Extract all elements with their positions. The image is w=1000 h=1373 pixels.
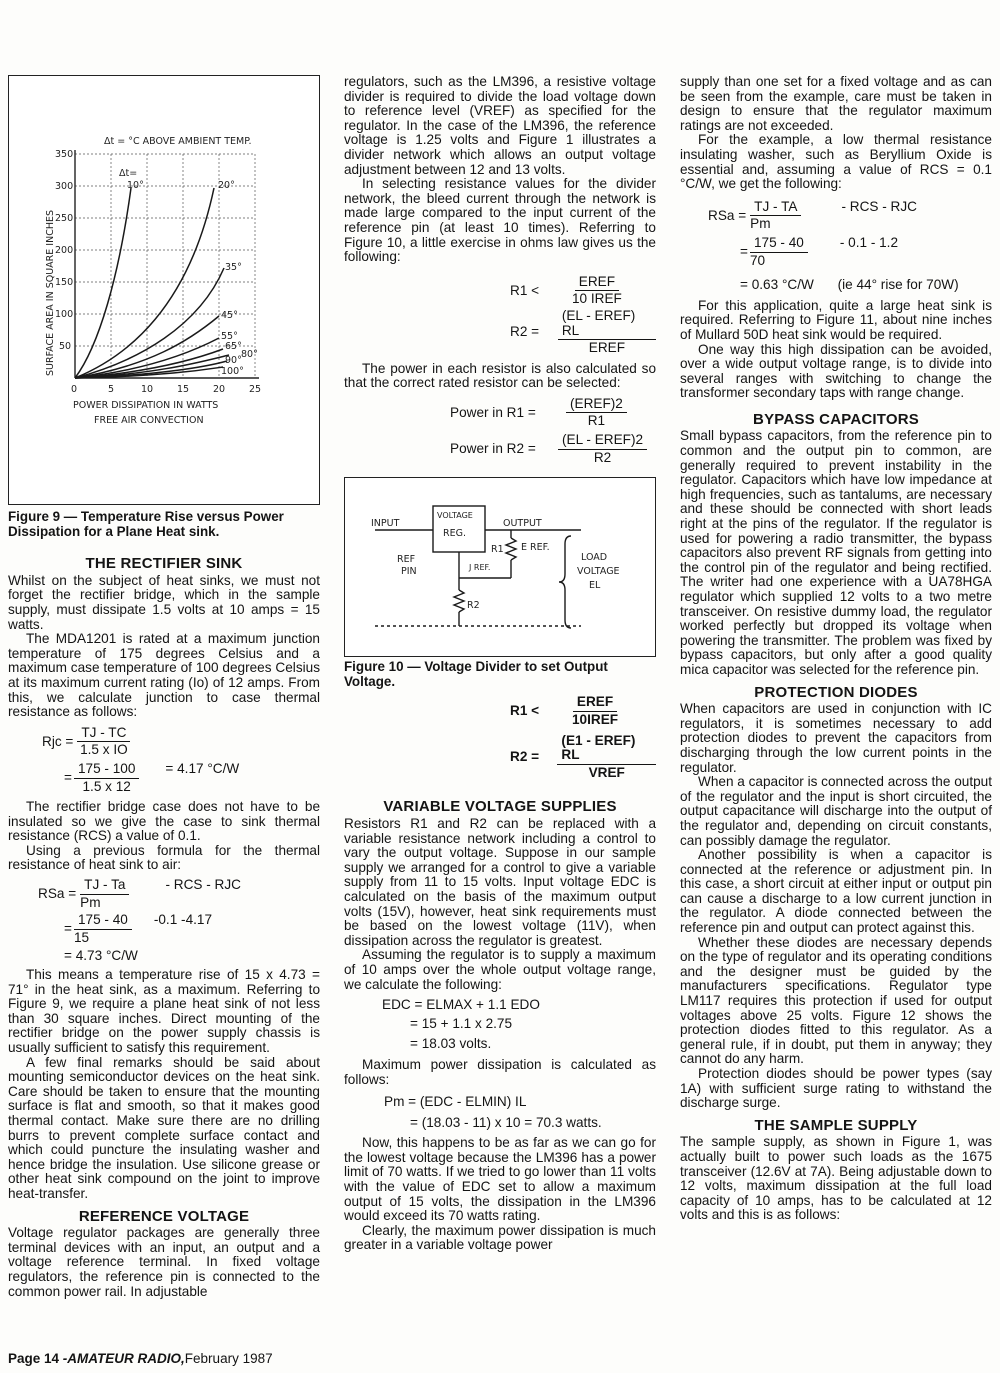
fraction-numerator: 175 - 40 bbox=[750, 236, 808, 253]
figure-10-circuit bbox=[345, 478, 651, 654]
label-pin: PIN bbox=[401, 566, 417, 578]
eq-lhs: RSa = bbox=[38, 885, 77, 901]
r2-resistor bbox=[454, 590, 464, 612]
figure-9-curves bbox=[75, 188, 229, 378]
variable-p5-part2: supply than one set for a fixed voltage and as can be seen from the example, care must be taken in design to ensure that the regulator maximum ratings are not exceeded. bbox=[680, 74, 992, 133]
rectifier-p2: The MDA1201 is rated at a maximum junction temperature of 175 degrees Celsius and a maximum case temperature of 100 degrees Celsius at its maximum current rating (Io) of 12 amps. From this, we calculate junction to case thermal resistance as follows: bbox=[8, 631, 320, 720]
rectifier-p5: This means a temperature rise of 15 x 4.73 = 71° in the heat sink, as a maximum. Referring to Figure 9, we require a plane heat sink of not less than 30 square inches. Direct mounting of the rectifier bridge on the power supply chassis is usually sufficient to satisfy this requirement. bbox=[8, 967, 320, 1055]
eq-rest: - RCS - RJC bbox=[165, 877, 241, 893]
label-el: EL bbox=[589, 580, 601, 592]
footer-publication: -AMATEUR RADIO, bbox=[59, 1351, 185, 1366]
fraction-denominator: 1.5 x IO bbox=[80, 742, 128, 758]
eq-result: = 0.63 °C/W bbox=[740, 277, 814, 293]
label-r2: R2 bbox=[467, 600, 480, 612]
figure-9-y-label: SURFACE AREA IN SQUARE INCHES bbox=[45, 209, 56, 376]
y-tick: 100 bbox=[55, 309, 74, 320]
eq-lhs: R1 < bbox=[510, 703, 540, 719]
fraction bbox=[74, 762, 139, 794]
variable-p8: One way this high dissipation can be avoided, over a wide output voltage range, is to divide into several ranges with switching to change the transformer secondary taps with range change. bbox=[680, 341, 992, 401]
fraction-numerator: 175 - 100 bbox=[74, 762, 139, 779]
fraction bbox=[572, 275, 622, 307]
variable-p2: Assuming the regulator is to supply a maximum of 10 amps over the whole output voltage range, we calculate the following: bbox=[344, 947, 656, 992]
eq-rest: - RCS - RJC bbox=[841, 198, 917, 214]
fraction-denominator: R1 bbox=[587, 413, 606, 429]
page-footer bbox=[8, 1351, 273, 1366]
curve-label-10: 10° bbox=[127, 180, 144, 191]
reference-p2: In selecting resistance values for the divider network, the bleed current through the network is made large compared to the input current of the reference pin (at least 10 times). Referring to Figure 10, a little exercise in ohms law gives us the following: bbox=[344, 176, 656, 265]
variable-p1: Resistors R1 and R2 can be replaced with a variable resistance network including a control to vary the output voltage. Suppose in our sample supply we arranged for a control to give a variable supply from 11 to 15 volts. Input voltage EDC is calculated on the basis of the maximum output volts (15V), however, heat sink requirements must be based on the lowest voltage (11V), when dissipation across the regulator is greatest. bbox=[344, 816, 656, 948]
eq-lhs: R2 = bbox=[510, 324, 540, 339]
heading-sample-supply: THE SAMPLE SUPPLY bbox=[754, 1116, 918, 1134]
x-tick: 15 bbox=[177, 384, 190, 395]
fraction-denominator: Pm bbox=[80, 894, 101, 910]
figure-9-caption: Figure 9 — Temperature Rise versus Power Dissipation for a Plane Heat sink. bbox=[8, 509, 284, 539]
column-2 bbox=[344, 75, 656, 1253]
equation-rsa-variable bbox=[708, 200, 992, 232]
figure-9-x-ticks bbox=[71, 384, 261, 395]
fraction bbox=[750, 200, 801, 232]
curve-label-55: 55° bbox=[221, 331, 238, 342]
eq-note: (ie 44° rise for 70W) bbox=[837, 277, 959, 293]
fraction bbox=[572, 695, 618, 727]
sample-p1: The sample supply, as shown in Figure 1, was actually built to power such loads as the 1675 transceiver (12.6V at 7A). Being adjustable down to 12 volts, maximum dissipation at the full load capacity of 10 amps, has to be calculated at 12 volts and this is as follows: bbox=[680, 1134, 992, 1223]
equation-edc: EDC = ELMAX + 1.1 EDO bbox=[382, 997, 540, 1013]
equation-rsa-result: = 4.73 °C/W bbox=[64, 948, 138, 964]
heading-bypass-capacitors: BYPASS CAPACITORS bbox=[753, 410, 919, 428]
y-tick: 250 bbox=[55, 213, 74, 224]
equation-r1 bbox=[510, 275, 656, 307]
variable-p3: Maximum power dissipation is calculated as follows: bbox=[344, 1056, 656, 1087]
variable-p7: For this application, quite a large heat sink is required. Referring to Figure 11, about nine inches of Mullard 50D heat sink would be required. bbox=[680, 297, 992, 342]
fraction-denominator: Pm bbox=[750, 216, 771, 232]
rectifier-p1: Whilst on the subject of heat sinks, we must not forget the rectifier bridge, which in the sample supply, must dissipate 1.5 volts at 10 amps = 15 watts. bbox=[8, 572, 320, 632]
curve-label-45: 45° bbox=[221, 310, 238, 321]
bypass-p1: Small bypass capacitors, from the reference pin to common and the output pin to common, are generally required to prevent instability in the regulator. Capacitors which have low impedance at high frequencies, such as tantalums, are necessary and these should be connected with short leads right at the pins of the regulator. If the regulator is used for powering a radio transmitter, the bypass capacitors also prevent RF signals from getting into the control pin of the regulator and being rectified. The writer had one experience with a UA78HGA regulator which supplied 12 volts to a two metre transceiver. On resistive dummy load, the regulator worked perfectly but dropped its voltage when powering the transmitter. The problem was fixed by bypass capacitors, but only after a good quality mica capacitor was selected for the reference pin. bbox=[680, 428, 992, 677]
x-tick: 5 bbox=[108, 384, 115, 395]
eq-lhs: Power in R1 = bbox=[450, 404, 536, 420]
figure-10-caption: Figure 10 — Voltage Divider to set Output Voltage. bbox=[344, 659, 608, 689]
fraction-denominator: 15 bbox=[73, 929, 90, 945]
x-tick: 25 bbox=[249, 384, 262, 395]
fraction-denominator: 1.5 x 12 bbox=[82, 778, 131, 794]
fraction bbox=[750, 236, 808, 268]
fraction bbox=[77, 726, 130, 758]
curve-10deg bbox=[75, 188, 131, 378]
equation-pm: Pm = (EDC - ELMIN) IL bbox=[384, 1094, 527, 1110]
fraction-denominator: VREF bbox=[588, 764, 625, 780]
equation-fig10-r2 bbox=[510, 734, 656, 781]
label-eref: E REF. bbox=[521, 542, 550, 554]
protection-p2: When a capacitor is connected across the output of the regulator and the input is short circuited, the output capacitance will discharge into the output of the regulator and, depending on circuit constants, can possibly damage the regulator. bbox=[680, 774, 992, 848]
variable-p5-part1: Clearly, the maximum power dissipation is much greater in a variable voltage power bbox=[344, 1222, 656, 1253]
y-tick: 300 bbox=[55, 181, 74, 192]
x-tick: 0 bbox=[71, 384, 78, 395]
y-tick: 350 bbox=[55, 149, 74, 160]
fraction bbox=[80, 878, 129, 910]
eq-lhs: RSa = bbox=[708, 207, 747, 223]
fraction bbox=[566, 397, 627, 429]
load-brace bbox=[559, 536, 571, 628]
rectifier-p3: The rectifier bridge case does not have to be insulated so we give the case to sink thermal resistance (RCS) a value of 0.1. bbox=[8, 799, 320, 844]
curve-label-20: 20° bbox=[218, 180, 235, 191]
r1-resistor bbox=[506, 538, 516, 560]
fraction-denominator: 10IREF bbox=[572, 712, 619, 728]
equation-edc-result: = 18.03 volts. bbox=[410, 1036, 492, 1052]
curve-label-delta: Δt= bbox=[119, 168, 138, 179]
fraction bbox=[558, 433, 647, 465]
figure-9-x-label-2: FREE AIR CONVECTION bbox=[94, 415, 204, 426]
protection-p4: Whether these diodes are necessary depends on the type of regulator and its operating conditions and the designer must be guided by the manufacturers specifications. Regulator type LM117 requires this protection if used for output voltages above 25 volts. Figure 12 shows the protection diodes fitted to this regulator. As a general rule, if in doubt, put them in anyway; they cannot do any harm. bbox=[680, 934, 992, 1067]
eq-equals: = bbox=[740, 243, 748, 259]
equation-fig10-r1 bbox=[510, 695, 656, 727]
rectifier-p4: Using a previous formula for the thermal resistance of heat sink to air: bbox=[8, 842, 320, 873]
heading-protection-diodes: PROTECTION DIODES bbox=[754, 683, 918, 701]
fraction-denominator: R2 bbox=[593, 449, 612, 465]
rectifier-p6: A few final remarks should be said about mounting semiconductor devices on the heat sink. Care should be taken to ensure that the mounting surface is flat and smooth, so that it makes good thermal contact. Make sure there are no drilling burrs to prevent complete surface contact and which could puncture the insulating washer and hence bridge the insulation. Use silicone grease or other heat sink compound on the joint to improve heat-transfer. bbox=[8, 1054, 320, 1201]
figure-10 bbox=[344, 477, 656, 657]
label-load: LOAD bbox=[581, 552, 608, 564]
equation-r2 bbox=[510, 309, 656, 356]
fraction bbox=[557, 734, 656, 781]
fraction-numerator: TJ - TC bbox=[77, 726, 130, 743]
eq-result: = 4.17 °C/W bbox=[165, 760, 240, 776]
footer-date: February 1987 bbox=[184, 1351, 273, 1366]
fraction-denominator: 10 IREF bbox=[572, 291, 622, 307]
eq-equals: = bbox=[64, 921, 72, 937]
fraction-numerator: (EREF)2 bbox=[566, 397, 627, 414]
x-tick: 10 bbox=[141, 384, 154, 395]
label-voltage: VOLTAGE bbox=[577, 566, 620, 578]
column-1 bbox=[8, 75, 320, 1299]
figure-9 bbox=[8, 75, 320, 505]
equation-power-r1 bbox=[450, 397, 656, 429]
equation-rsa bbox=[38, 878, 320, 910]
variable-p4: Now, this happens to be as far as we can go for the lowest voltage because the LM396 has a power limit of 70 watts. If we tried to go lower than 11 volts with the value of EDC set to allow a maximum output of 15 volts, the dissipation in the LM396 would exceed its 70 watts rating. bbox=[344, 1135, 656, 1224]
figure-9-title: Δt = °C ABOVE AMBIENT TEMP. bbox=[104, 136, 252, 147]
label-jref: J REF. bbox=[469, 563, 491, 573]
protection-p1: When capacitors are used in conjunction with IC regulators, it is sometimes necessary to add protection diodes to prevent the capacitors from discharging through the low current points in the regulator. bbox=[680, 701, 992, 775]
fraction-numerator: (EL - EREF) RL bbox=[558, 309, 656, 340]
curve-label-90: 90° bbox=[225, 355, 242, 366]
y-tick: 150 bbox=[55, 277, 74, 288]
heading-rectifier-sink: THE RECTIFIER SINK bbox=[85, 555, 243, 573]
fraction-numerator: TJ - Ta bbox=[80, 878, 129, 895]
fraction-denominator: EREF bbox=[588, 340, 626, 356]
fraction bbox=[74, 913, 132, 945]
label-regulator-2: REG. bbox=[443, 528, 466, 540]
y-tick: 50 bbox=[59, 341, 72, 352]
fraction bbox=[558, 309, 656, 356]
y-tick: 200 bbox=[55, 245, 74, 256]
label-output: OUTPUT bbox=[503, 518, 542, 530]
fraction-denominator: 70 bbox=[749, 252, 766, 268]
figure-9-y-ticks bbox=[55, 149, 73, 352]
equation-rjc bbox=[42, 726, 320, 758]
equation-rsa-step bbox=[64, 913, 320, 945]
equation-edc-step: = 15 + 1.1 x 2.75 bbox=[410, 1015, 513, 1031]
eq-equals: = bbox=[64, 769, 72, 785]
curve-label-80: 80° bbox=[241, 349, 258, 360]
fraction-numerator: (EL - EREF)2 bbox=[558, 433, 647, 450]
label-r1: R1 bbox=[491, 544, 504, 556]
equation-pm-result: = (18.03 - 11) x 10 = 70.3 watts. bbox=[410, 1114, 602, 1130]
fraction-numerator: 175 - 40 bbox=[74, 913, 132, 930]
fraction-numerator: TJ - TA bbox=[750, 200, 801, 217]
equation-power-r2 bbox=[450, 433, 656, 465]
label-ref: REF bbox=[397, 554, 416, 566]
fraction-numerator: EREF bbox=[575, 275, 619, 292]
variable-p6: For the example, a low thermal resistance insulating washer, such as Beryllium Oxide is essential and, assuming a value of RCS = 0.1 °C/W, we get the following: bbox=[680, 132, 992, 192]
protection-p3: Another possibility is when a capacitor is connected at the reference or adjustment pin. In this case, a short circuit at either input or output pin can cause a discharge to a low current junction in the regulator. A diode connected between the reference pin and output can protect against this. bbox=[680, 847, 992, 936]
figure-9-chart bbox=[9, 76, 318, 502]
eq-lhs: Power in R2 = bbox=[450, 440, 536, 456]
reference-p1-part1: Voltage regulator packages are generally three terminal devices with an input, an output and a voltage reference terminal. In fixed voltage regulators, the reference pin is connected to the common power rail. In adjustable bbox=[8, 1225, 320, 1299]
label-regulator-1: VOLTAGE bbox=[437, 511, 473, 521]
figure-9-x-label: POWER DISSIPATION IN WATTS bbox=[73, 400, 219, 411]
protection-p5: Protection diodes should be power types (say 1A) with sufficient surge rating to withstand the discharge surge. bbox=[680, 1066, 992, 1111]
curve-label-65: 65° bbox=[225, 341, 242, 352]
equation-rsa-variable-result bbox=[740, 278, 992, 293]
heading-variable-voltage: VARIABLE VOLTAGE SUPPLIES bbox=[383, 798, 617, 816]
eq-lhs: R2 = bbox=[510, 748, 540, 764]
eq-rest: -0.1 -4.17 bbox=[153, 912, 213, 928]
footer-page-number: Page 14 bbox=[8, 1351, 60, 1366]
heading-reference-voltage: REFERENCE VOLTAGE bbox=[78, 1207, 250, 1225]
column-3 bbox=[680, 75, 992, 1223]
equation-rjc-result bbox=[64, 762, 320, 794]
eq-lhs: R1 < bbox=[510, 282, 540, 298]
label-input: INPUT bbox=[371, 518, 400, 530]
fraction-numerator: (E1 - EREF) RL bbox=[557, 734, 656, 765]
fraction-numerator: EREF bbox=[573, 695, 617, 712]
reference-p3: The power in each resistor is also calculated so that the correct rated resistor can be selected: bbox=[344, 360, 656, 391]
curve-label-100: 100° bbox=[221, 366, 244, 377]
eq-lhs: Rjc = bbox=[42, 733, 74, 749]
equation-rsa-variable-step bbox=[740, 236, 992, 268]
reference-p1-part2: regulators, such as the LM396, a resistive voltage divider is required to divide the load voltage down to reference level (VREF) as specified for the regulator. In the case of the LM396, the reference voltage is 1.25 volts and Figure 1 illustrates a divider network which allows an output voltage adjustment between 12 and 13 volts. bbox=[344, 74, 656, 177]
curve-label-35: 35° bbox=[225, 262, 242, 273]
x-tick: 20 bbox=[213, 384, 226, 395]
eq-rest: - 0.1 - 1.2 bbox=[839, 234, 899, 250]
